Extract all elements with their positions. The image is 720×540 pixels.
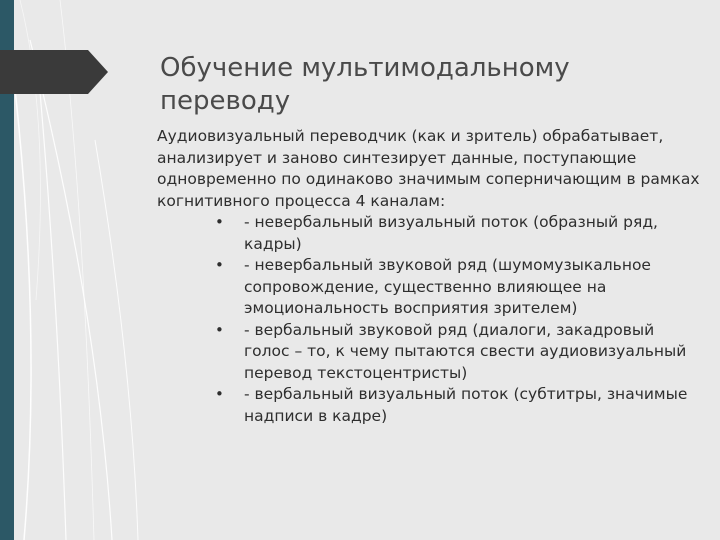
list-item-text: - невербальный звуковой ряд (шумомузыкальное сопровождение, существенно влияющее на эмоциональность восприятия зрителем) [244,256,651,317]
list-item-text: - невербальный визуальный поток (образный ряд, кадры) [244,213,658,253]
decorative-curve [40,92,66,540]
list-item [157,212,702,255]
title-arrow-marker [0,50,110,94]
list-item-text: - вербальный звуковой ряд (диалоги, закадровый голос – то, к чему пытаются свести аудиовизуальный перевод текстоцентристы) [244,320,687,382]
bullet-marker: • [215,256,224,274]
list-item [157,384,702,427]
bullet-marker: • [215,385,224,403]
slide-body [157,126,702,427]
list-item-text: - вербальный визуальный поток (субтитры, значимые надписи в кадре) [244,385,688,425]
bullet-list [157,212,702,427]
decorative-curve [95,140,138,540]
bullet-marker: • [215,213,224,231]
decorative-curve [20,0,40,300]
list-item [157,320,702,385]
bullet-marker: • [215,320,224,339]
intro-paragraph: Аудиовизуальный переводчик (как и зритель) обрабатывает, анализирует и заново синтезирует данные, поступающие одновременно по одинаково значимым соперничающим в рамках когнитивного процесса 4 каналам: [157,127,700,210]
list-item [157,255,702,320]
slide-title: Обучение мультимодальному переводу [160,53,570,116]
decorative-curve [14,80,31,540]
